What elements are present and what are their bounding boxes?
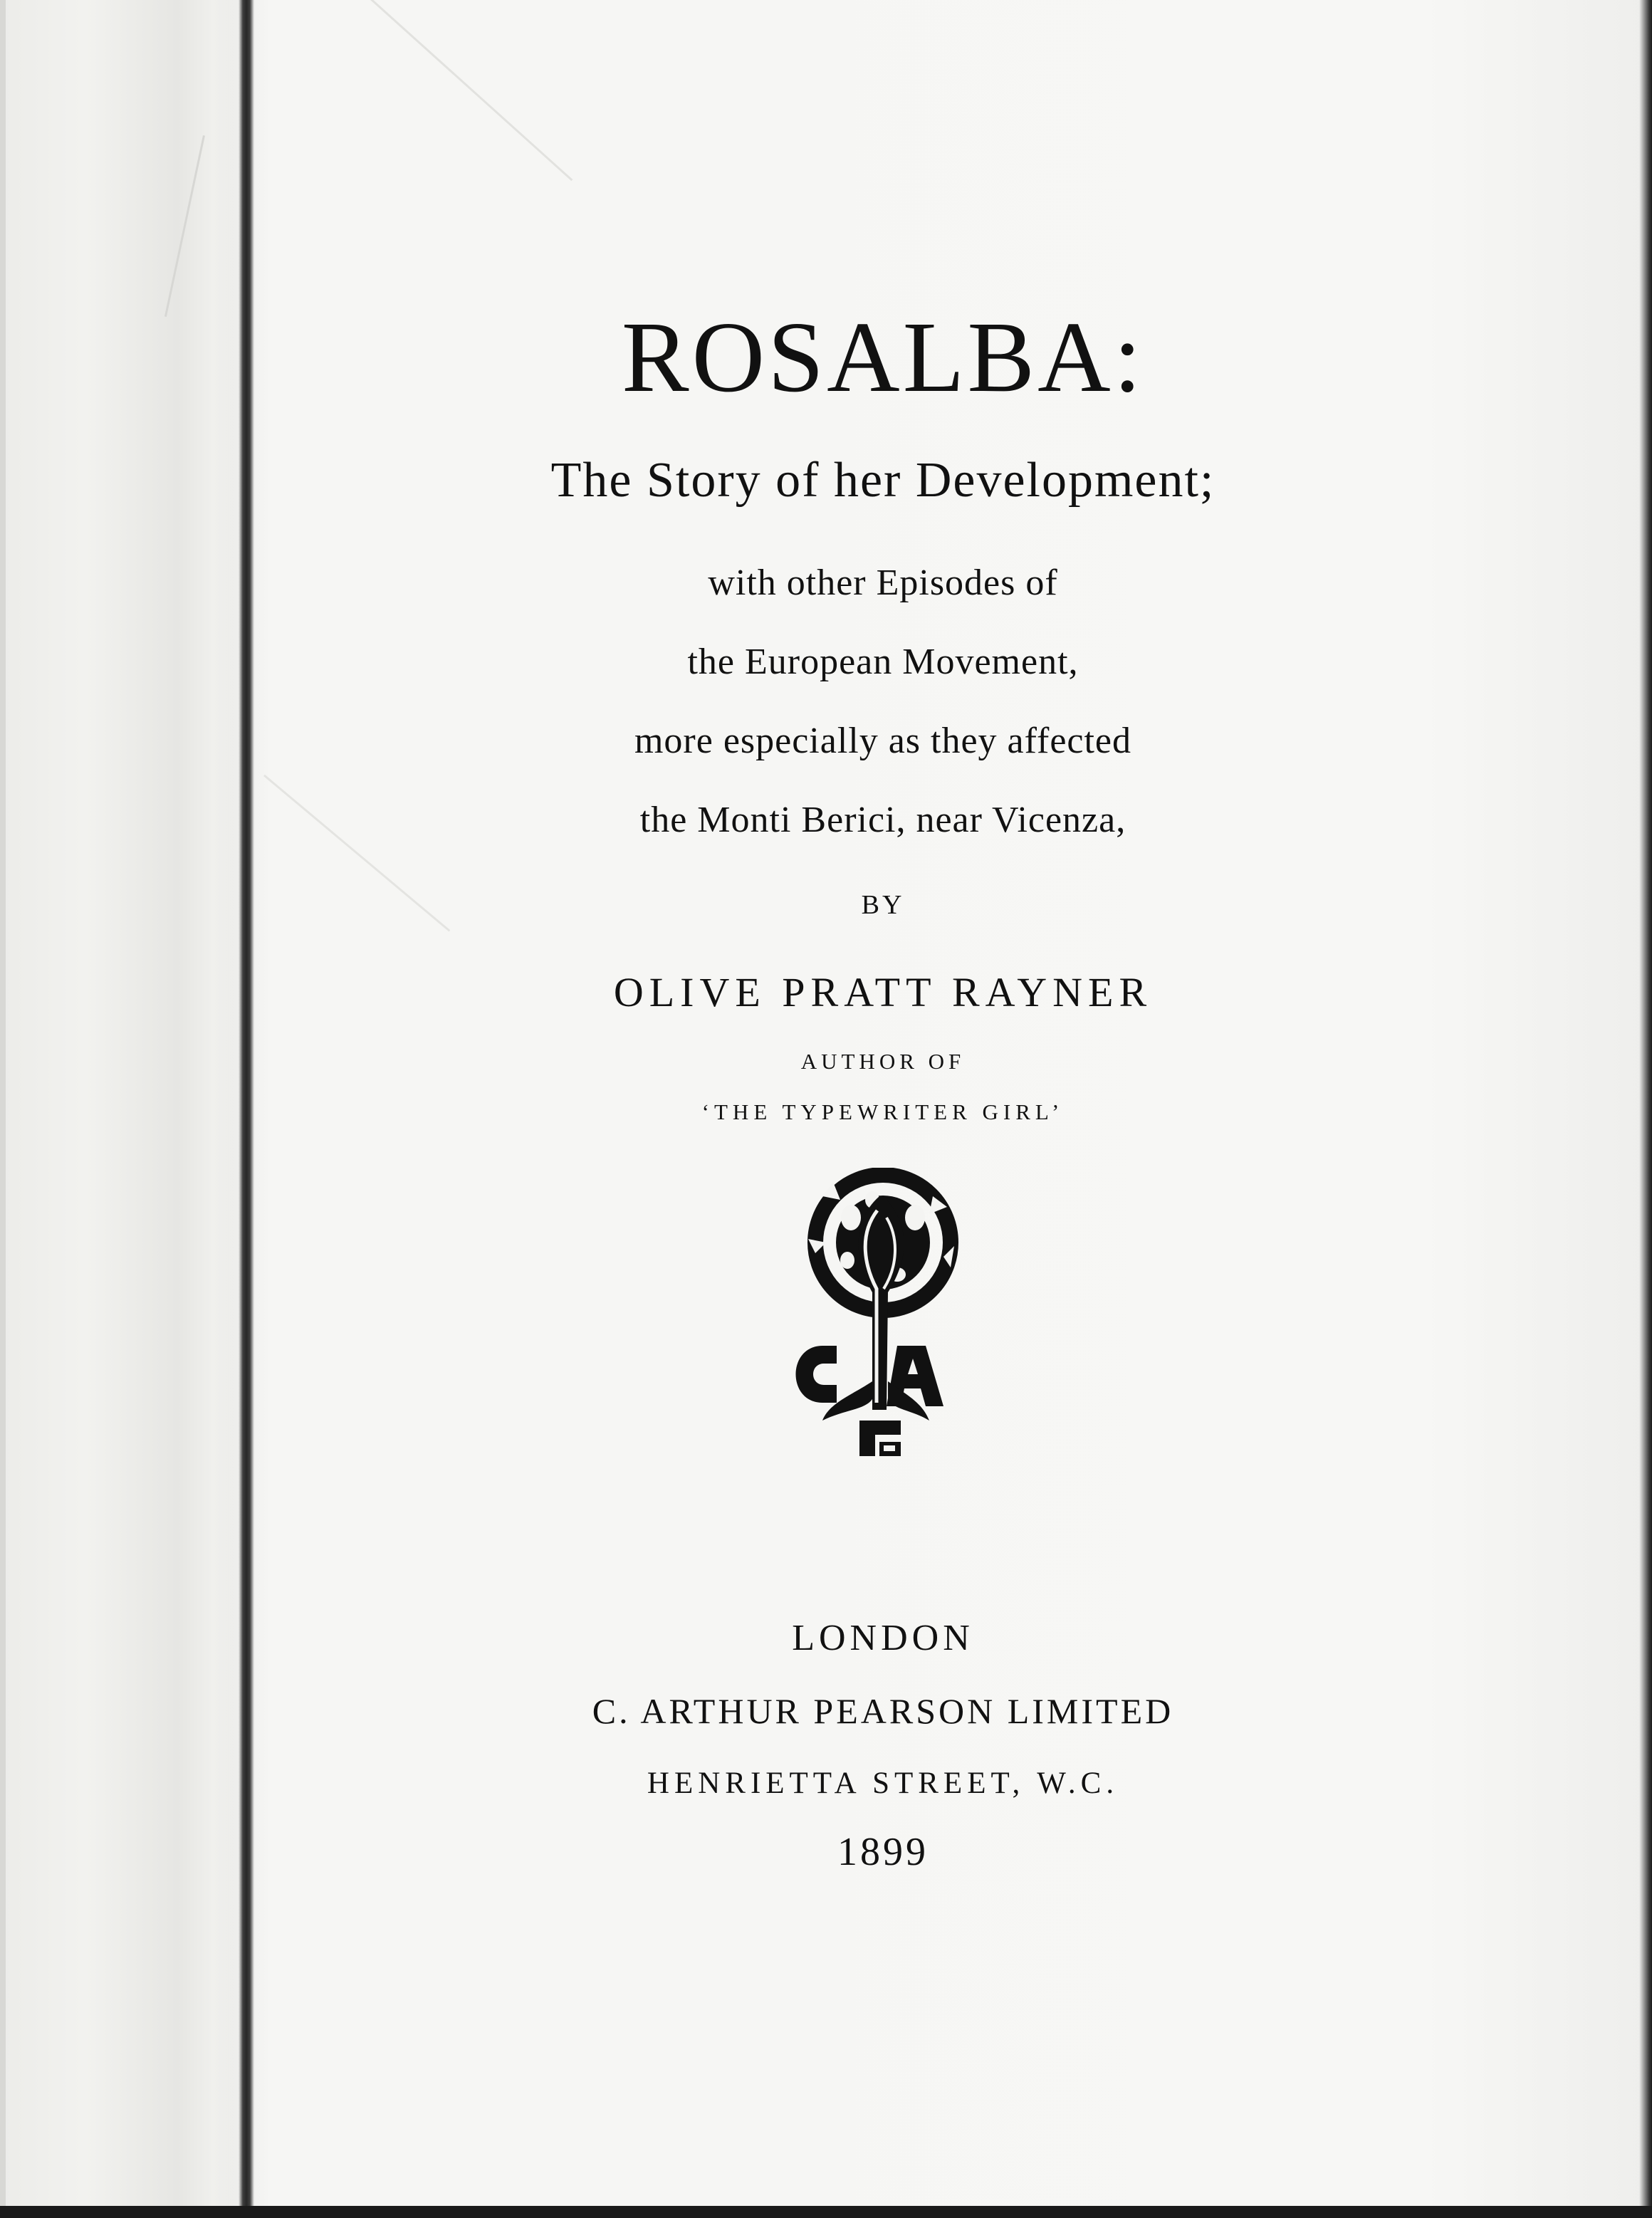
subtitle-line: the Monti Berici, near Vicenza, [639, 800, 1126, 840]
paper-crease [370, 0, 573, 181]
author-name: OLIVE PRATT RAYNER [613, 969, 1153, 1015]
book-title: ROSALBA: [621, 300, 1145, 413]
left-page-edge [0, 0, 6, 2218]
publisher-tree-monogram-icon [780, 1168, 979, 1460]
by-line: BY [861, 890, 905, 920]
imprint-publisher: C. ARTHUR PEARSON LIMITED [592, 1691, 1174, 1731]
subtitle-line: the European Movement, [687, 642, 1079, 682]
prior-work-title: ‘THE TYPEWRITER GIRL’ [701, 1099, 1065, 1124]
author-of-label: AUTHOR OF [800, 1049, 966, 1074]
left-page-margin [0, 0, 235, 2218]
subtitle-line: with other Episodes of [708, 563, 1058, 603]
subtitle-line: more especially as they affected [634, 721, 1132, 761]
bottom-page-edge [0, 2206, 1652, 2218]
imprint-place: LONDON [792, 1618, 974, 1658]
imprint-address: HENRIETTA STREET, W.C. [647, 1767, 1119, 1800]
right-page-edge [1639, 0, 1652, 2218]
imprint-year: 1899 [837, 1830, 929, 1874]
book-subtitle: The Story of her Development; [550, 453, 1216, 508]
